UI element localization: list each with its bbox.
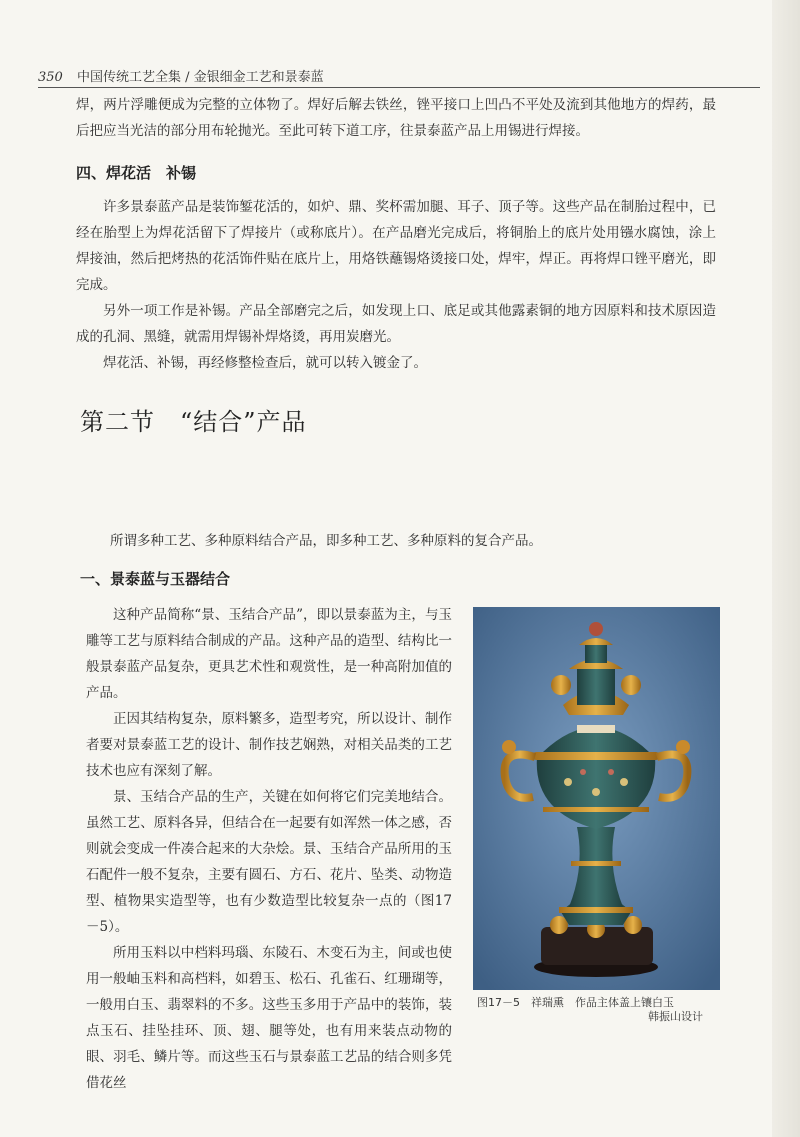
section4-paragraph-1: 许多景泰蓝产品是装饰錾花活的，如炉、鼎、奖杯需加腿、耳子、顶子等。这些产品在制胎过程中，已经在胎型上为焊花活留下了焊接片（或称底片）。在产品磨光完成后，将铜胎上的底片处用镪水腐蚀，涂上焊接油，然后把烤热的花活饰件贴在底片上，用烙铁蘸锡烙烫接口处，焊牢，焊正。再将焊口锉平磨光，即完成。 xyxy=(76,199,716,293)
running-title: 中国传统工艺全集 / 金银细金工艺和景泰蓝 xyxy=(76,70,324,85)
subsection1-paragraph-2: 正因其结构复杂，原料繁多，造型考究，所以设计、制作者要对景泰蓝工艺的设计、制作技艺娴熟，对相关品类的工艺技术也应有深刻了解。 xyxy=(86,711,452,779)
subsection1-paragraph-1: 这种产品简称“景、玉结合产品”，即以景泰蓝为主，与玉雕等工艺与原料结合制成的产品。这种产品的造型、结构比一般景泰蓝产品复杂，更具艺术性和观赏性，是一种高附加值的产品。 xyxy=(86,607,452,701)
intro-paragraph: 焊，两片浮雕便成为完整的立体物了。焊好后解去铁丝，锉平接口上凹凸不平处及流到其他地方的焊药，最后把应当光洁的部分用布轮抛光。至此可转下道工序，往景泰蓝产品上用锡进行焊接。 xyxy=(76,97,716,139)
figure-photo xyxy=(473,607,720,990)
subsection1-heading: 一、景泰蓝与玉器结合 xyxy=(80,570,231,588)
cloisonne-censer-illustration xyxy=(473,607,720,990)
header-rule xyxy=(38,87,760,88)
subsection1-body xyxy=(86,602,452,1096)
subsection1-paragraph-3: 景、玉结合产品的生产，关键在如何将它们完美地结合。虽然工艺、原料各异，但结合在一起要有如浑然一体之感，否则就会变成一件凑合起来的大杂烩。景、玉结合产品所用的玉石配件一般不复杂，主要有圆石、方石、花片、坠类、动物造型、植物果实造型等，也有少数造型比较复杂一点的（图17－5）。 xyxy=(86,789,452,935)
intro-block xyxy=(76,92,716,144)
section4-body xyxy=(76,194,716,376)
section4-paragraph-3: 焊花活、补锡，再经修整检查后，就可以转入镀金了。 xyxy=(103,355,427,371)
section2-intro-block xyxy=(110,528,710,554)
running-header xyxy=(38,66,324,85)
section4-paragraph-2: 另外一项工作是补锡。产品全部磨完之后，如发现上口、底足或其他露素铜的地方因原料和技术原因造成的孔洞、黑缝，就需用焊锡补焊烙烫，再用炭磨光。 xyxy=(76,303,716,345)
figure-caption: 图17－5 祥瑞熏 作品主体盖上镶白玉 xyxy=(477,996,674,1009)
section4-heading: 四、焊花活 补锡 xyxy=(76,164,197,182)
page-edge-shadow xyxy=(772,0,800,1137)
section2-heading: 第二节 “结合”产品 xyxy=(80,408,307,436)
subsection1-paragraph-4: 所用玉料以中档料玛瑙、东陵石、木变石为主，间或也使用一般岫玉料和高档料，如碧玉、松石、孔雀石、红珊瑚等，一般用白玉、翡翠料的不多。这些玉多用于产品中的装饰，装点玉石、挂坠挂环、顶、翅、腿等处，也有用来装点动物的眼、羽毛、鳞片等。而这些玉石与景泰蓝工艺品的结合则多凭借花丝 xyxy=(86,945,452,1091)
page-number: 350 xyxy=(38,70,63,85)
section2-intro: 所谓多种工艺、多种原料结合产品，即多种工艺、多种原料的复合产品。 xyxy=(110,533,542,549)
figure-credit: 韩振山设计 xyxy=(648,1010,703,1023)
